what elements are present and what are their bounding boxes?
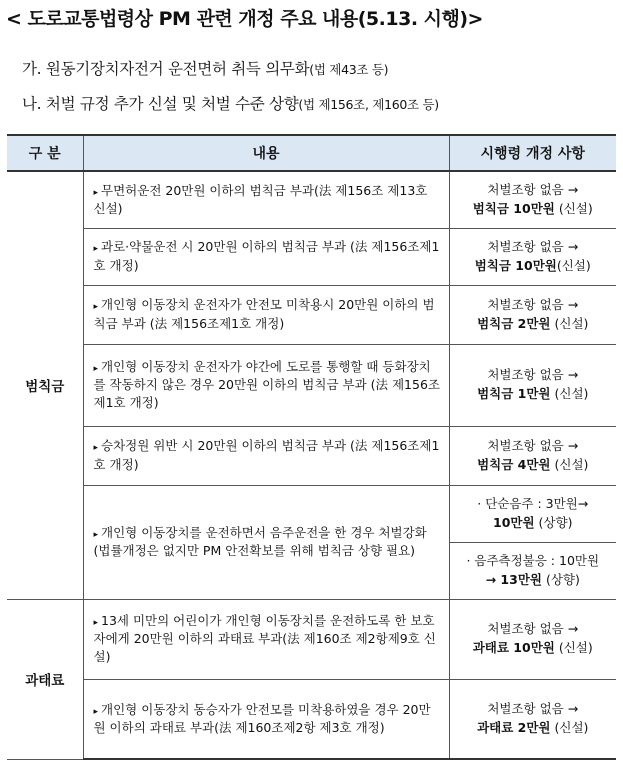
table-row <box>7 228 616 285</box>
row-content <box>83 344 449 426</box>
bullet-icon: ▸ <box>93 187 99 198</box>
amend-penalty: 범칙금 10만원 <box>474 257 557 273</box>
amend-penalty: 과태료 10만원 <box>472 640 555 655</box>
table-header-row <box>7 135 616 171</box>
table-row <box>7 679 616 759</box>
amend-pre: · 단순음주 : 3만원→ <box>477 495 589 511</box>
bullet-icon: ▸ <box>93 529 99 540</box>
subtitle-b <box>22 92 439 114</box>
amend-penalty: → 13만원 <box>485 571 542 587</box>
row-content <box>83 599 449 679</box>
subtitle-a-ref: (법 제43조 등) <box>309 62 389 77</box>
row-content <box>83 426 449 485</box>
amend-penalty: 과태료 2만원 <box>477 719 551 735</box>
amend-penalty: 범칙금 2만원 <box>477 315 551 331</box>
amend-pre: 처벌조항 없음 → <box>487 437 579 453</box>
amend-post: (상향) <box>541 571 580 587</box>
content-text: 승차정원 위반 시 20만원 이하의 범칙금 부과 (法 제156조제1호 개정) <box>93 438 440 472</box>
amend-post: (신설) <box>550 315 589 331</box>
amend-post: (신설) <box>554 640 593 655</box>
bullet-icon: ▸ <box>93 302 99 313</box>
amend-post: (신설) <box>550 719 589 735</box>
row-content <box>83 228 449 285</box>
subtitle-a-text: 가. 원동기장치자전거 운전면허 취득 의무화 <box>22 60 310 78</box>
content-text: 개인형 이동장치를 운전하면서 음주운전을 한 경우 처벌강화 (법률개정은 없지만 PM 안전확보를 위해 범칙금 상향 필요) <box>93 524 427 558</box>
table-row <box>7 599 616 679</box>
amend-penalty: 범칙금 4만원 <box>477 456 551 472</box>
amend-pre: · 음주측정불응 : 10만원 <box>466 552 600 568</box>
bullet-icon: ▸ <box>93 706 99 717</box>
table-row <box>7 285 616 344</box>
amend-penalty: 범칙금 1만원 <box>477 386 551 401</box>
subtitle-a <box>22 57 388 79</box>
row-amendment <box>449 344 616 426</box>
amend-pre: 처벌조항 없음 → <box>487 367 579 383</box>
subtitle-b-text: 나. 처벌 규정 추가 신설 및 처벌 수준 상향 <box>22 95 299 113</box>
amend-pre: 처벌조항 없음 → <box>487 296 579 312</box>
amendment-table <box>7 134 616 760</box>
bullet-icon: ▸ <box>93 443 99 454</box>
bullet-icon: ▸ <box>93 244 99 255</box>
table-row <box>7 344 616 426</box>
row-amendment <box>449 599 616 679</box>
amend-penalty: 10만원 <box>493 514 535 530</box>
content-text: 개인형 이동장치 동승자가 안전모를 미착용하였을 경우 20만원 이하의 과태료 부과(法 제160조제2항 제3호 개정) <box>93 701 431 735</box>
bullet-icon: ▸ <box>93 617 99 628</box>
row-content <box>83 285 449 344</box>
table-row <box>7 171 616 228</box>
header-amendment: 시행령 개정 사항 <box>449 135 616 171</box>
amend-pre: 처벌조항 없음 → <box>487 182 579 197</box>
amend-post: (신설) <box>556 257 591 273</box>
document-title: < 도로교통법령상 PM 관련 개정 주요 내용(5.13. 시행)> <box>6 8 483 30</box>
row-content <box>83 485 449 599</box>
row-amendment-drunk-refusal <box>449 542 616 599</box>
row-content <box>83 171 449 228</box>
content-text: 개인형 이동장치 운전자가 안전모 미착용시 20만원 이하의 범칙금 부과 (法 제156조제1호 개정) <box>93 297 435 331</box>
amend-post: (상향) <box>534 514 573 530</box>
category-fine: 범칙금 <box>7 171 83 599</box>
content-text: 개인형 이동장치 운전자가 야간에 도로를 통행할 때 등화장치를 작동하지 않은 경우 20만원 이하의 범칙금 부과 (法 제156조제1호 개정) <box>93 358 440 411</box>
amend-post: (신설) <box>550 456 589 472</box>
amend-pre: 처벌조항 없음 → <box>487 621 579 637</box>
subtitle-b-ref: (법 제156조, 제160조 등) <box>298 97 439 112</box>
row-amendment <box>449 171 616 228</box>
header-content: 내용 <box>83 135 449 171</box>
content-text: 무면허운전 20만원 이하의 범칙금 부과(法 제156조 제13호 신설) <box>93 182 428 216</box>
content-text: 과로·약물운전 시 20만원 이하의 범칙금 부과 (法 제156조제1호 개정) <box>93 239 440 273</box>
row-amendment-drunk-simple <box>449 485 616 542</box>
row-amendment <box>449 679 616 759</box>
header-category: 구 분 <box>7 135 83 171</box>
amend-penalty: 범칙금 10만원 <box>472 200 555 216</box>
row-amendment <box>449 285 616 344</box>
row-amendment <box>449 228 616 285</box>
table-row <box>7 485 616 542</box>
row-content <box>83 679 449 759</box>
bullet-icon: ▸ <box>93 363 99 374</box>
amend-post: (신설) <box>550 386 589 401</box>
content-text: 13세 미만의 어린이가 개인형 이동장치를 운전하도록 한 보호자에게 20만원 이하의 과태료 부과(法 제160조 제2항제9호 신설) <box>93 612 436 665</box>
category-penalty-fee: 과태료 <box>7 599 83 759</box>
amend-pre: 처벌조항 없음 → <box>487 701 579 716</box>
row-amendment <box>449 426 616 485</box>
table-row <box>7 426 616 485</box>
amend-pre: 처벌조항 없음 → <box>487 238 579 254</box>
amend-post: (신설) <box>554 200 593 216</box>
